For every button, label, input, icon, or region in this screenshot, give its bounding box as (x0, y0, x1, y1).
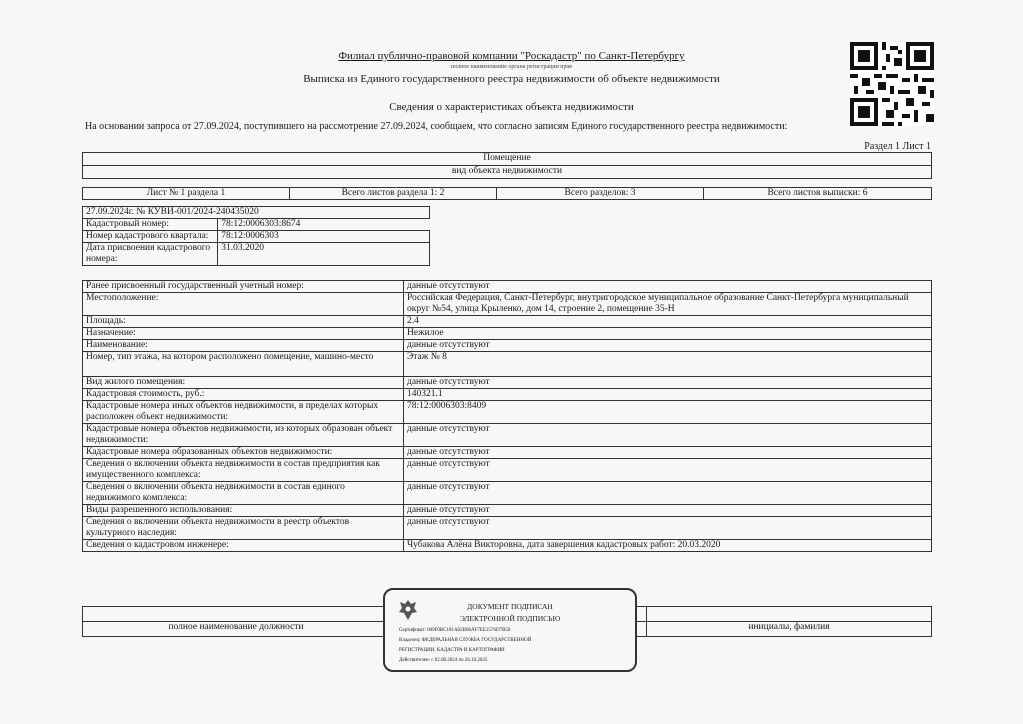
row-label: Сведения о включении объекта недвижимости в реестр объектов культурного наследия: (83, 517, 404, 540)
table-row (83, 505, 932, 517)
row-value: Этаж № 8 (404, 352, 932, 377)
total-sheets-section: Всего листов раздела 1: 2 (290, 188, 497, 200)
row-value: Российская Федерация, Санкт-Петербург, внутригородское муниципальное образование Санкт-Петербурга муниципальный округ №54, улица Крыленко, дом 14, строение 2, помещение 35-Н (404, 293, 932, 316)
row-value: Чубакова Алёна Викторовна, дата завершения кадастровых работ: 20.03.2020 (404, 540, 932, 552)
stamp-line-1: ДОКУМЕНТ ПОДПИСАН (467, 602, 553, 611)
table-row (83, 424, 932, 447)
row-value: данные отсутствуют (404, 281, 932, 293)
table-row (83, 401, 932, 424)
row-label: Номер кадастрового квартала: (83, 231, 218, 243)
row-label: Местоположение: (83, 293, 404, 316)
object-type-label: вид объекта недвижимости (83, 166, 932, 179)
sheet-number: Лист № 1 раздела 1 (83, 188, 290, 200)
name-label: инициалы, фамилия (647, 622, 932, 637)
table-row (83, 316, 932, 328)
row-label: Сведения о кадастровом инженере: (83, 540, 404, 552)
row-label: Кадастровые номера иных объектов недвижимости, в пределах которых расположен объект недвижимости: (83, 401, 404, 424)
row-label: Назначение: (83, 328, 404, 340)
stamp-validity: Действителен: с 02.08.2024 по 26.10.2025 (399, 658, 488, 663)
document-subtitle: Сведения о характеристиках объекта недвижимости (389, 101, 634, 113)
quarter-number: 78:12:0006303 (218, 231, 430, 243)
row-value: данные отсутствуют (404, 447, 932, 459)
table-row (83, 377, 932, 389)
table-row (83, 389, 932, 401)
table-row (83, 540, 932, 552)
cadastral-number: 78:12:0006303:8674 (218, 219, 430, 231)
row-value: данные отсутствуют (404, 517, 932, 540)
row-label: Сведения о включении объекта недвижимости в состав предприятия как имущественного комплекса: (83, 459, 404, 482)
table-row (83, 482, 932, 505)
row-value: данные отсутствуют (404, 424, 932, 447)
table-row (83, 281, 932, 293)
row-value: данные отсутствуют (404, 482, 932, 505)
doc-number: 27.09.2024г. № КУВИ-001/2024-240435020 (83, 207, 430, 219)
row-label: Наименование: (83, 340, 404, 352)
position-label: полное наименование должности (83, 622, 390, 637)
row-label: Кадастровые номера объектов недвижимости, из которых образован объект недвижимости: (83, 424, 404, 447)
table-row (83, 219, 430, 231)
table-row (83, 231, 430, 243)
row-value: 2.4 (404, 316, 932, 328)
row-label: Сведения о включении объекта недвижимости в состав единого недвижимого комплекса: (83, 482, 404, 505)
row-label: Ранее присвоенный государственный учетный номер: (83, 281, 404, 293)
row-label: Площадь: (83, 316, 404, 328)
table-row (83, 517, 932, 540)
document-title: Выписка из Единого государственного реестра недвижимости об объекте недвижимости (303, 73, 720, 85)
row-value: данные отсутствуют (404, 505, 932, 517)
electronic-signature-stamp (383, 588, 637, 672)
row-label: Вид жилого помещения: (83, 377, 404, 389)
row-label: Кадастровый номер: (83, 219, 218, 231)
object-type-table (82, 152, 932, 179)
assignment-date: 31.03.2020 (218, 243, 430, 266)
section-label: Раздел 1 Лист 1 (864, 141, 931, 152)
table-row (83, 447, 932, 459)
row-value: Нежилое (404, 328, 932, 340)
details-table (82, 280, 932, 552)
object-type: Помещение (83, 153, 932, 166)
row-value: данные отсутствуют (404, 459, 932, 482)
stamp-owner-2: РЕГИСТРАЦИИ, КАДАСТРА И КАРТОГРАФИИ (399, 648, 505, 653)
table-row (83, 243, 430, 266)
row-label: Кадастровые номера образованных объектов недвижимости: (83, 447, 404, 459)
identifiers-table (82, 206, 430, 266)
row-label: Номер, тип этажа, на котором расположено помещение, машино-место (83, 352, 404, 377)
row-value: данные отсутствуют (404, 340, 932, 352)
table-row (83, 352, 932, 377)
table-row (83, 340, 932, 352)
row-value: 140321.1 (404, 389, 932, 401)
row-label: Кадастровая стоимость, руб.: (83, 389, 404, 401)
total-sections: Всего разделов: 3 (497, 188, 704, 200)
table-row (83, 459, 932, 482)
row-label: Дата присвоения кадастрового номера: (83, 243, 218, 266)
total-sheets: Всего листов выписки: 6 (704, 188, 932, 200)
org-name: Филиал публично-правовой компании "Роскадастр" по Санкт-Петербургу (338, 50, 685, 62)
stamp-certificate: Сертификат: 009F0BC181A02B66AF7EE2576D7B50 (399, 628, 511, 633)
request-basis: На основании запроса от 27.09.2024, поступившего на рассмотрение 27.09.2024, сообщаем, что согласно записям Единого государственного реестра недвижимости: (85, 121, 788, 132)
qr-code-icon (850, 42, 934, 126)
table-row (83, 328, 932, 340)
table-row (83, 293, 932, 316)
row-label: Виды разрешенного использования: (83, 505, 404, 517)
org-name-caption: полное наименование органа регистрации прав (450, 64, 573, 70)
row-value: 78:12:0006303:8409 (404, 401, 932, 424)
stamp-owner-1: Владелец: ФЕДЕРАЛЬНАЯ СЛУЖБА ГОСУДАРСТВЕННОЙ (399, 638, 532, 643)
row-value: данные отсутствуют (404, 377, 932, 389)
sheets-table (82, 187, 932, 200)
stamp-line-2: ЭЛЕКТРОННОЙ ПОДПИСЬЮ (459, 614, 561, 623)
